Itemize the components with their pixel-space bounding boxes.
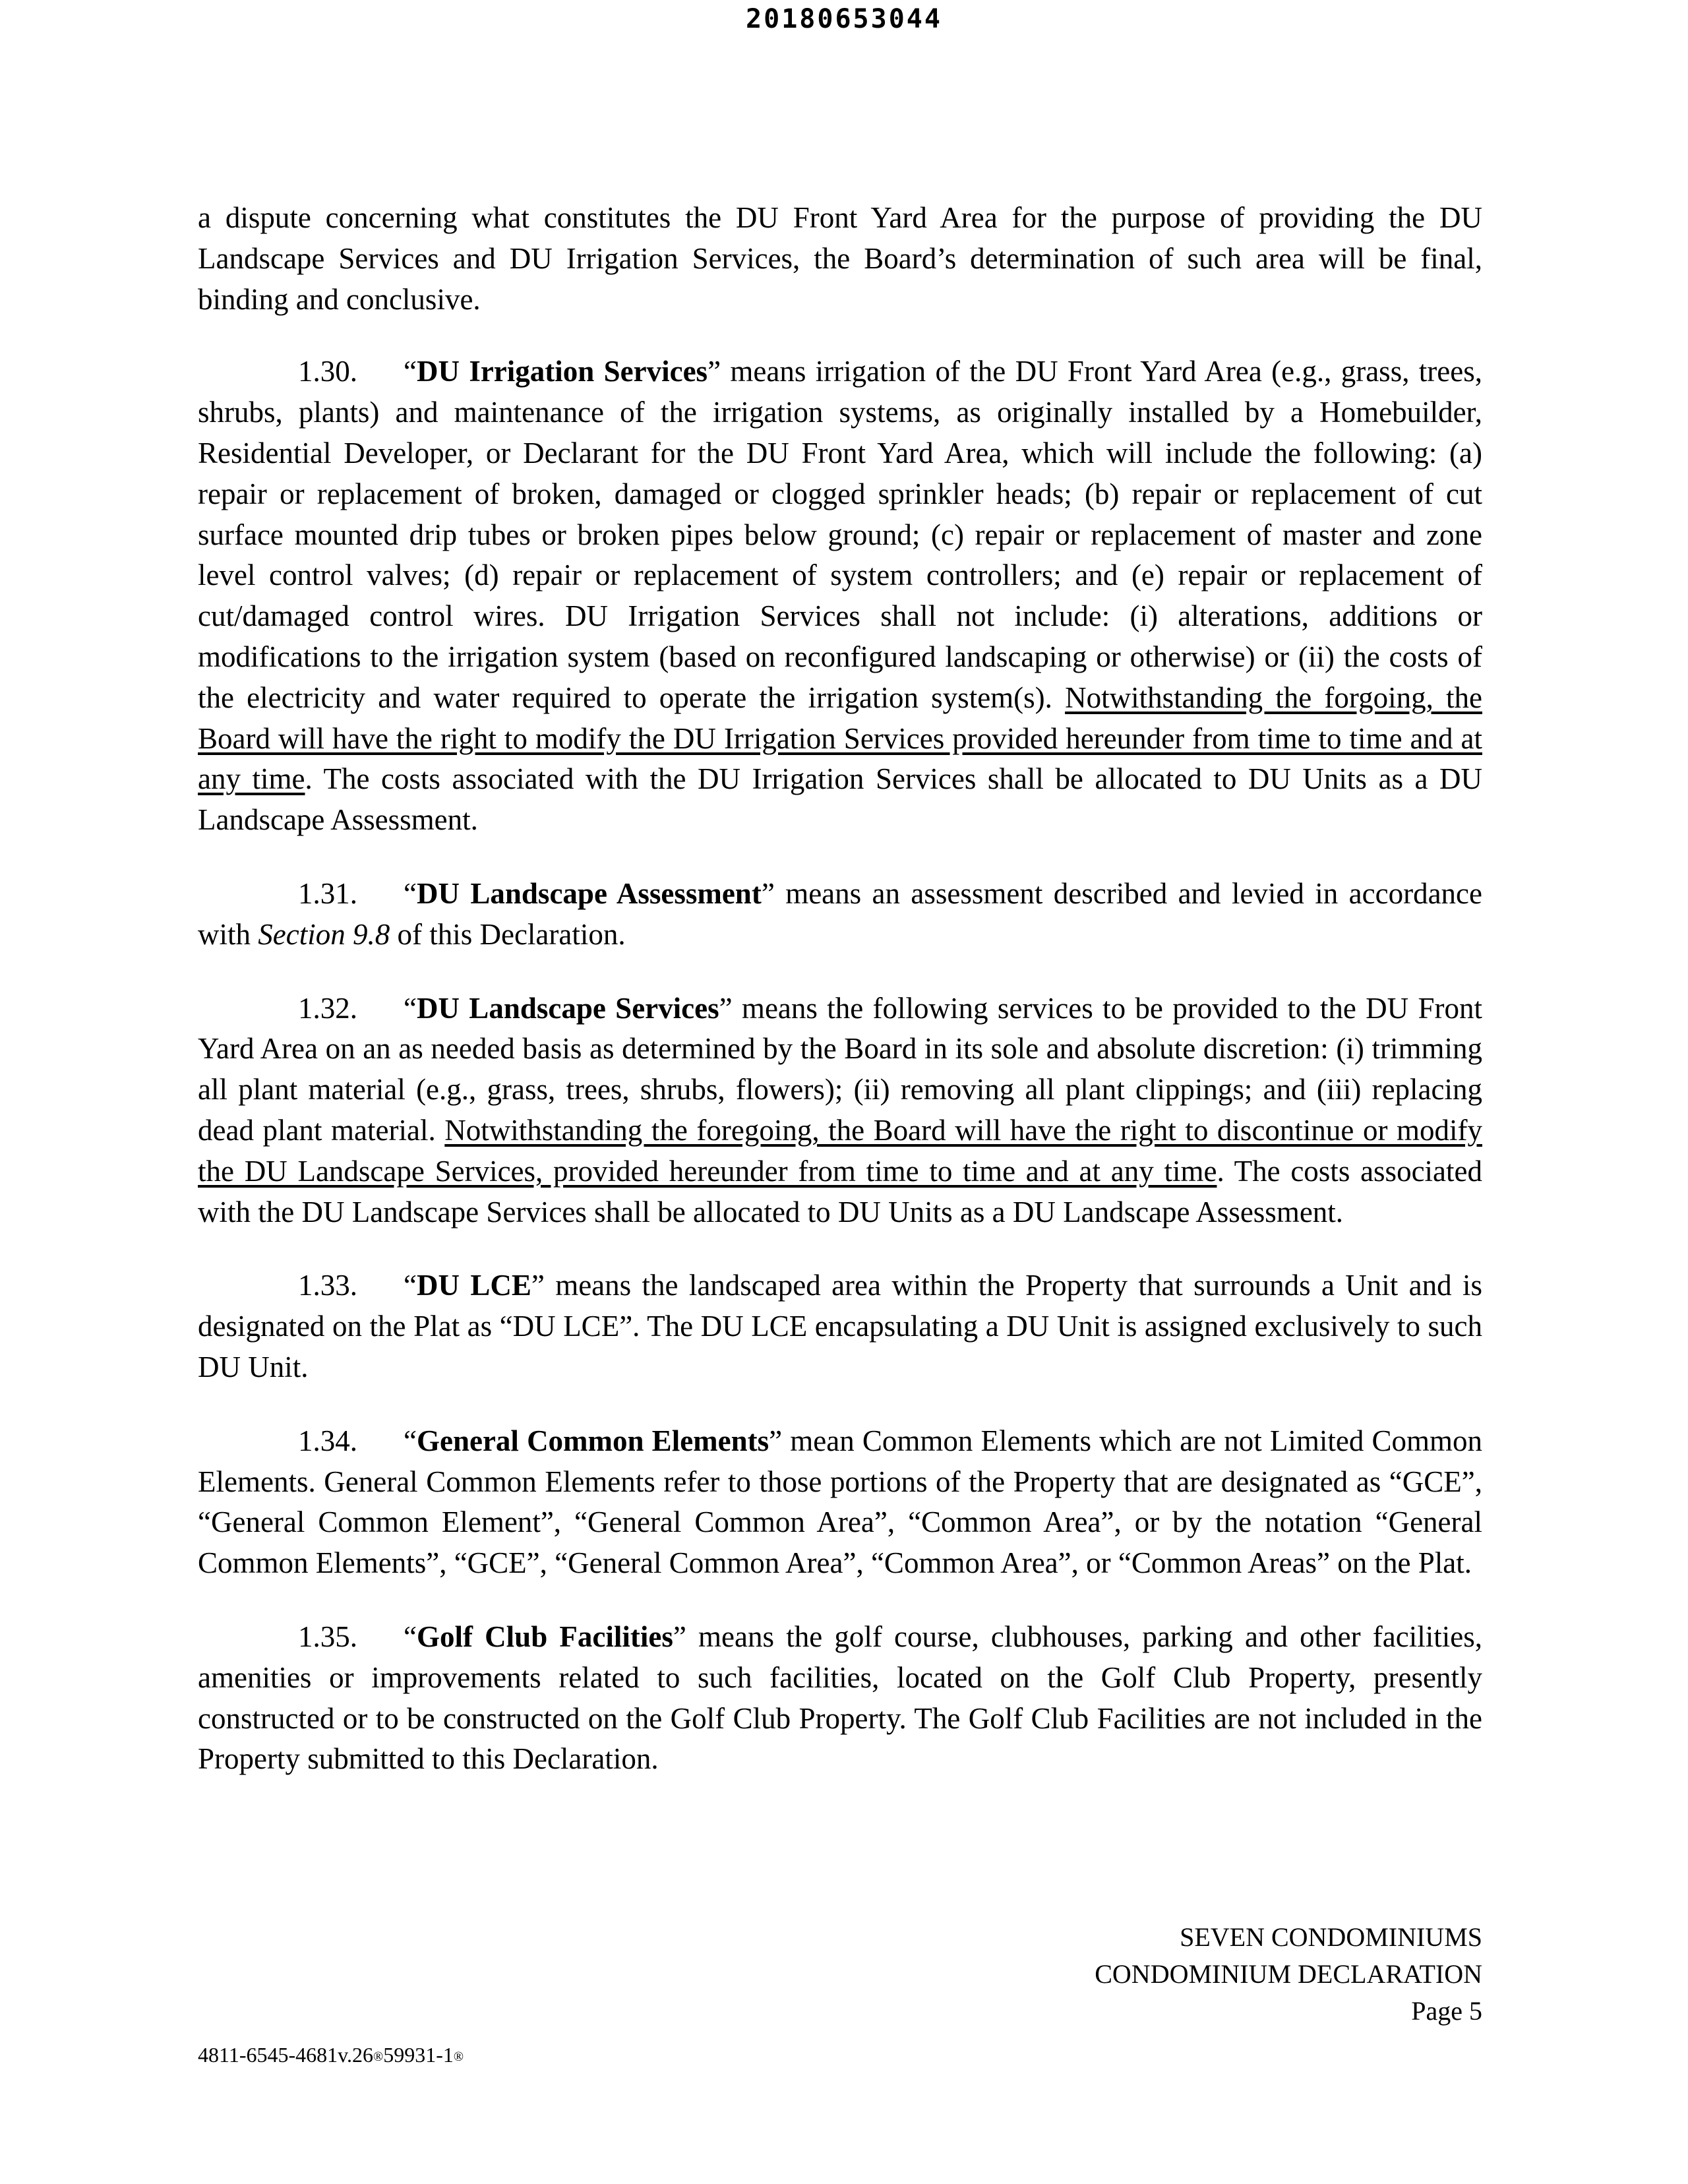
section-1-32: 1.32. “DU Landscape Services” means the following services to be provided to the DU Front Yard Area on an as needed basis as determined by the Board in its sole and absolute discretion: (i) trimming all plant material (e.g., grass, trees, shrubs, flowers); (ii) removing all plant clippings; and (iii) replacing dead plant material. Notwithstanding the foregoing, the Board will have the right to discontinue or modify the DU Landscape Services, provided hereunder from time to time and at any time. The costs associated with the DU Landscape Services shall be allocated to DU Units as a DU Landscape Assessment. [198,988,1482,1233]
defined-term: DU LCE [416,1269,531,1302]
footer-document-title: CONDOMINIUM DECLARATION [1095,1959,1482,1989]
section-1-30: 1.30. “DU Irrigation Services” means irrigation of the DU Front Yard Area (e.g., grass, trees, shrubs, plants) and maintenance of the irrigation systems, as originally installed by a Homebuilder, Residential Developer, or Declarant for the DU Front Yard Area, which will include the following: (a) repair or replacement of broken, damaged or clogged sprinkler heads; (b) repair or replacement of cut surface mounted drip tubes or broken pipes below ground; (c) repair or replacement of master and zone level control valves; (d) repair or replacement of system controllers; and (e) repair or replacement of cut/damaged control wires. DU Irrigation Services shall not include: (i) alterations, additions or modifications to the irrigation system (based on reconfigured landscaping or otherwise) or (ii) the costs of the electricity and water required to operate the irrigation system(s). Notwithstanding the forgoing, the Board will have the right to modify the DU Irrigation Services provided hereunder from time to time and at any time. The costs associated with the DU Irrigation Services shall be allocated to DU Units as a DU Landscape Assessment. [198,351,1482,841]
continuation-paragraph: a dispute concerning what constitutes the DU Front Yard Area for the purpose of providing the DU Landscape Services and DU Irrigation Services, the Board’s determination of such area will be final, binding and conclusive. [198,201,1482,316]
section-number: 1.31. [298,876,357,910]
section-text: means the landscaped area within the Property that surrounds a Unit and is designated on the Plat as “DU LCE”. The DU LCE encapsulating a DU Unit is assigned exclusively to such DU Unit. [198,1269,1482,1383]
footer-project-name: SEVEN CONDOMINIUMS [1180,1922,1482,1952]
section-number: 1.32. [298,991,357,1025]
page-number: Page 5 [1411,1996,1482,2026]
section-1-33: 1.33. “DU LCE” means the landscaped area within the Property that surrounds a Unit and is designated on the Plat as “DU LCE”. The DU LCE encapsulating a DU Unit is assigned exclusively to such DU Unit. [198,1265,1482,1387]
section-reference: Section 9.8 [258,917,390,951]
defined-term: General Common Elements [416,1424,769,1457]
document-id-number: 4811-6545-4681v.26 [198,2043,374,2067]
defined-term: DU Landscape Services [416,991,719,1025]
section-number: 1.33. [298,1269,357,1302]
section-text: means the following services to be provided to the DU Front Yard Area on an as needed basis as determined by the Board in its sole and absolute discretion: (i) trimming all plant material (e.g., grass, trees, shrubs, flowers); (ii) removing all plant clippings; and (iii) replacing dead plant material. [198,991,1482,1147]
recording-number: 20180653044 [746,4,942,34]
page-footer [1095,1919,1482,2030]
section-text: mean Common Elements which are not Limited Common Elements. General Common Elements refer to those portions of the Property that are designated as “GCE”, “General Common Element”, “General Common Area”, “Common Area”, or by the notation “General Common Elements”, “GCE”, “General Common Area”, “Common Area”, or “Common Areas” on the Plat. [198,1424,1483,1580]
registered-mark-icon: ® [453,2049,464,2065]
document-id-suffix: 59931-1 [383,2043,454,2067]
section-text: . The costs associated with the DU Landscape Services shall be allocated to DU Units as a DU Landscape Assessment. [198,1154,1482,1228]
registered-mark-icon: ® [373,2049,384,2065]
section-text: means an assessment described and levied in accordance with [198,876,1483,951]
section-1-35: 1.35. “Golf Club Facilities” means the golf course, clubhouses, parking and other facilities, amenities or improvements related to such facilities, located on the Golf Club Property, presently constructed or to be constructed on the Golf Club Property. The Golf Club Facilities are not included in the Property submitted to this Declaration. [198,1617,1482,1780]
section-1-34: 1.34. “General Common Elements” mean Common Elements which are not Limited Common Elements. General Common Elements refer to those portions of the Property that are designated as “GCE”, “General Common Element”, “General Common Area”, “Common Area”, or by the notation “General Common Elements”, “GCE”, “General Common Area”, “Common Area”, or “Common Areas” on the Plat. [198,1421,1482,1584]
section-text: of this Declaration. [390,917,626,951]
document-body [198,198,1482,1813]
section-number: 1.34. [298,1424,357,1457]
section-number: 1.30. [298,355,357,388]
underlined-text: Notwithstanding the forgoing, the Board will have the right to modify the DU Irrigation Services provided hereunder from time to time and at any time [198,681,1482,796]
defined-term: DU Landscape Assessment [416,876,762,910]
section-number: 1.35. [298,1620,357,1653]
section-text: means the golf course, clubhouses, parking and other facilities, amenities or improvements related to such facilities, located on the Golf Club Property, presently constructed or to be constructed on the Golf Club Property. The Golf Club Facilities are not included in the Property submitted to this Declaration. [198,1620,1482,1776]
document-id [198,2043,464,2067]
underlined-text: Notwithstanding the foregoing, the Board will have the right to discontinue or modify the DU Landscape Services, provided hereunder from time to time and at any time [198,1113,1482,1188]
defined-term: DU Irrigation Services [416,355,708,388]
section-1-31: 1.31. “DU Landscape Assessment” means an assessment described and levied in accordance with Section 9.8 of this Declaration. [198,874,1482,956]
defined-term: Golf Club Facilities [416,1620,673,1653]
section-text: . The costs associated with the DU Irrigation Services shall be allocated to DU Units as a DU Landscape Assessment. [198,762,1482,837]
section-text: means irrigation of the DU Front Yard Area (e.g., grass, trees, shrubs, plants) and maintenance of the irrigation systems, as originally installed by a Homebuilder, Residential Developer, or Declarant for the DU Front Yard Area, which will include the following: (a) repair or replacement of broken, damaged or clogged sprinkler heads; (b) repair or replacement of cut surface mounted drip tubes or broken pipes below ground; (c) repair or replacement of master and zone level control valves; (d) repair or replacement of system controllers; and (e) repair or replacement of cut/damaged control wires. DU Irrigation Services shall not include: (i) alterations, additions or modifications to the irrigation system (based on reconfigured landscaping or otherwise) or (ii) the costs of the electricity and water required to operate the irrigation system(s). [198,355,1482,714]
